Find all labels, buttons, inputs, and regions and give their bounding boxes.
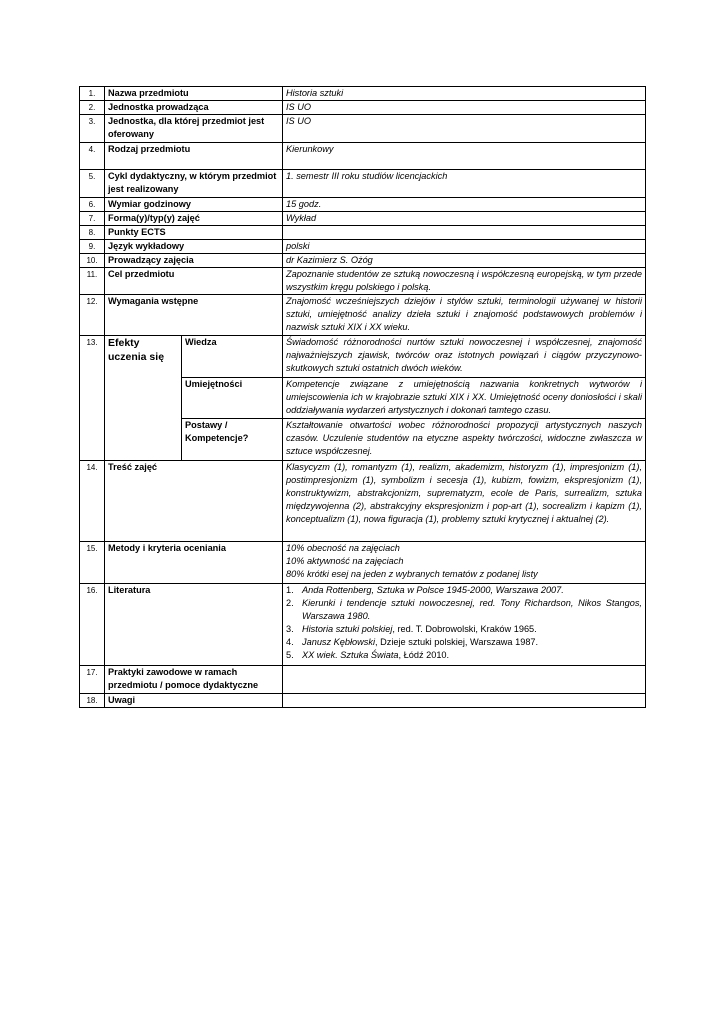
row-label: Nazwa przedmiotu [105, 87, 283, 101]
literature-title: Anda Rottenberg, Sztuka w Polsce 1945-2000, Warszawa 2007. [302, 585, 564, 595]
table-row [80, 212, 646, 226]
table-row [80, 584, 646, 666]
row-value: Znajomość wcześniejszych dziejów i stylów sztuki, terminologii używanej w historii sztuki, umiejętność analizy dzieła sztuki i znajomość podstawowych problemów i nazwisk sztuki XIX i XX wieku. [283, 295, 646, 336]
list-number: 3. [286, 624, 294, 634]
row-number: 8. [80, 226, 105, 240]
row-number: 11. [80, 268, 105, 295]
methods-line: 10% aktywność na zajęciach [286, 556, 404, 566]
row-label: Cykl dydaktyczny, w którym przedmiot jest realizowany [105, 170, 283, 198]
effects-sublabel: Wiedza [182, 336, 283, 378]
literature-title: XX wiek. Sztuka Świata [302, 650, 399, 660]
literature-title: Historia sztuki polskiej [302, 624, 393, 634]
row-number: 6. [80, 198, 105, 212]
effects-sublabel: Postawy / Kompetencje? [182, 419, 283, 461]
row-number: 10. [80, 254, 105, 268]
list-number: 1. [286, 585, 294, 595]
literature-details: , red. T. Dobrowolski, Kraków 1965. [392, 624, 537, 634]
row-value: Historia sztuki [283, 87, 646, 101]
row-number: 7. [80, 212, 105, 226]
literature-title: Kierunki i tendencje sztuki nowoczesnej, red. Tony Richardson, Nikos Stangos, Warszawa 1980. [302, 598, 642, 621]
row-label: Literatura [105, 584, 283, 666]
table-row [80, 666, 646, 694]
table-row [80, 101, 646, 115]
row-number: 14. [80, 461, 105, 542]
row-label: Punkty ECTS [105, 226, 283, 240]
table-row [80, 226, 646, 240]
row-value: Wykład [283, 212, 646, 226]
table-row [80, 268, 646, 295]
effects-value: Świadomość różnorodności nurtów sztuki nowoczesnej i współczesnej, znajomość najważniejszych zjawisk, twórców oraz istotnych powiązań i ciągów przyczynowo-skutkowych sztuki ostatnich dwóch wieków. [283, 336, 646, 378]
row-number: 17. [80, 666, 105, 694]
row-value: IS UO [283, 101, 646, 115]
row-label: Treść zajęć [105, 461, 283, 542]
list-item [286, 636, 642, 649]
table-row [80, 198, 646, 212]
row-number: 2. [80, 101, 105, 115]
row-label: Forma(y)/typ(y) zajęć [105, 212, 283, 226]
row-number: 4. [80, 143, 105, 170]
effects-sublabel: Umiejętności [182, 378, 283, 419]
row-value [283, 666, 646, 694]
literature-details: , Łódź 2010. [398, 650, 450, 660]
row-number: 15. [80, 542, 105, 584]
table-row [80, 254, 646, 268]
table-row [80, 295, 646, 336]
effects-label: Efekty uczenia się [105, 336, 182, 461]
row-value: polski [283, 240, 646, 254]
row-value: Klasycyzm (1), romantyzm (1), realizm, akademizm, historyzm (1), impresjonizm (1), postimpresjonizm (1), symbolizm i secesja (1), kubizm, fowizm, ekspresjonizm (1), konstruktywizm, abstrakcjonizm, suprematyzm, ecole de Paris, surrealizm, sztuka międzywojenna (2), abstrakcyjny ekspresjonizm i pop-art (1), socrealizm i kapizm (1), konceptualizm (1), nowa figuracja (1), problemy sztuki krytycznej i aktualnej (2). [283, 461, 646, 542]
literature-author: Janusz Kębłowski [302, 637, 376, 647]
row-label: Jednostka prowadząca [105, 101, 283, 115]
literature-list [283, 584, 646, 666]
row-value: 15 godz. [283, 198, 646, 212]
list-number: 2. [286, 598, 294, 608]
row-label: Prowadzący zajęcia [105, 254, 283, 268]
table-row [80, 542, 646, 584]
list-item [286, 584, 642, 597]
row-label: Rodzaj przedmiotu [105, 143, 283, 170]
table-row [80, 694, 646, 708]
table-row [80, 461, 646, 542]
row-label: Jednostka, dla której przedmiot jest oferowany [105, 115, 283, 143]
literature-details: , Dzieje sztuki polskiej, Warszawa 1987. [375, 637, 539, 647]
row-number: 3. [80, 115, 105, 143]
row-number: 18. [80, 694, 105, 708]
row-value [283, 694, 646, 708]
row-label: Praktyki zawodowe w ramach przedmiotu / pomoce dydaktyczne [105, 666, 283, 694]
methods-line: 10% obecność na zajęciach [286, 543, 400, 553]
row-label: Wymiar godzinowy [105, 198, 283, 212]
table-row [80, 143, 646, 170]
table-row [80, 170, 646, 198]
row-value: 1. semestr III roku studiów licencjackich [283, 170, 646, 198]
row-value: Kierunkowy [283, 143, 646, 170]
row-number: 9. [80, 240, 105, 254]
table-row [80, 87, 646, 101]
row-label: Uwagi [105, 694, 283, 708]
list-item [286, 623, 642, 636]
list-number: 4. [286, 637, 294, 647]
effects-value: Kompetencje związane z umiejętnością nazwania konkretnych wytworów i umiejscowienia ich w krajobrazie sztuki XIX i XX. Umiejętność oceny doniosłości i skali oddziaływania wydarzeń artystycznych i dokonań tamtego czasu. [283, 378, 646, 419]
row-value: Zapoznanie studentów ze sztuką nowoczesną i współczesną europejską, w tym przede wszystkim kręgu polskiego i polską. [283, 268, 646, 295]
list-item [286, 649, 642, 662]
effects-value: Kształtowanie otwartości wobec różnorodności propozycji artystycznych naszych czasów. Uczulenie studentów na etyczne aspekty twórczości, widoczne zwłaszcza w sztuce współczesnej. [283, 419, 646, 461]
table-row [80, 240, 646, 254]
table-row [80, 336, 646, 378]
row-value: IS UO [283, 115, 646, 143]
list-number: 5. [286, 650, 294, 660]
methods-value [283, 542, 646, 584]
list-item [286, 597, 642, 623]
row-label: Metody i kryteria oceniania [105, 542, 283, 584]
row-label: Wymagania wstępne [105, 295, 283, 336]
methods-line: 80% krótki esej na jeden z wybranych tematów z podanej listy [286, 569, 538, 579]
row-value [283, 226, 646, 240]
row-number: 1. [80, 87, 105, 101]
row-number: 12. [80, 295, 105, 336]
syllabus-table [79, 86, 646, 708]
row-number: 16. [80, 584, 105, 666]
row-label: Cel przedmiotu [105, 268, 283, 295]
row-number: 5. [80, 170, 105, 198]
row-label: Język wykładowy [105, 240, 283, 254]
row-value: dr Kazimierz S. Ożóg [283, 254, 646, 268]
table-row [80, 115, 646, 143]
row-number: 13. [80, 336, 105, 461]
